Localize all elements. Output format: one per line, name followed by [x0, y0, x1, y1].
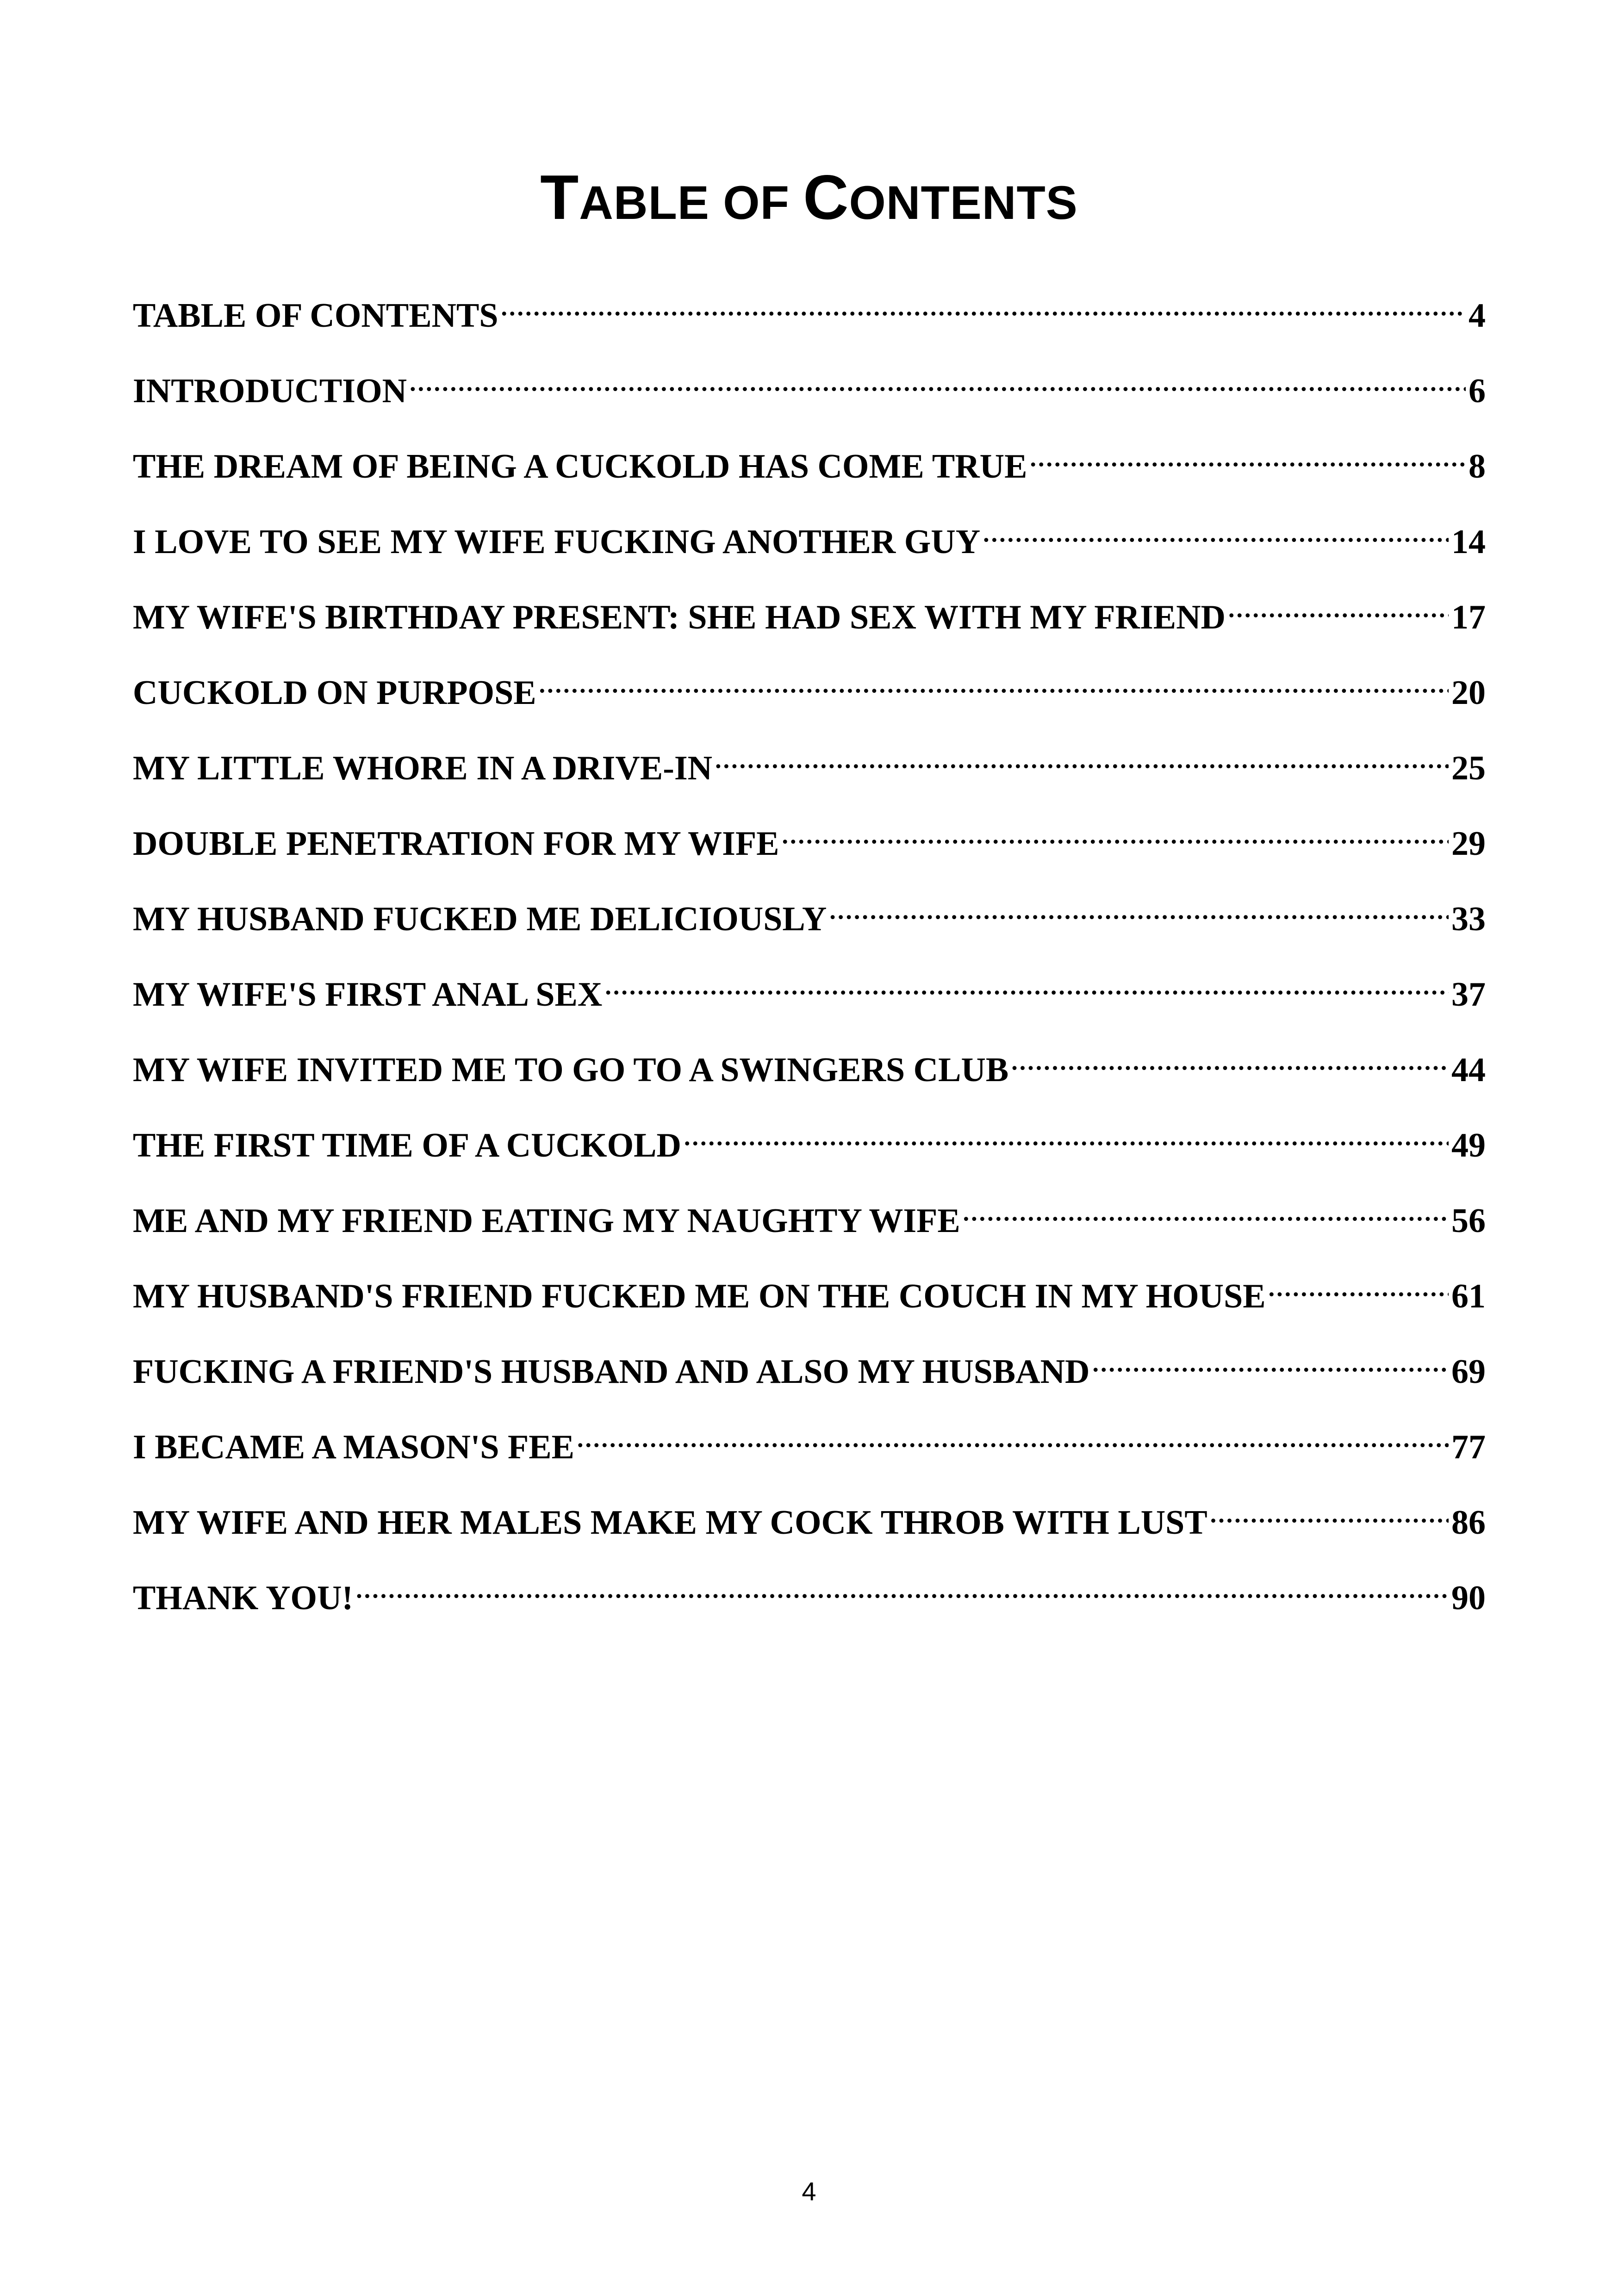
toc-entry-title: MY LITTLE WHORE IN A DRIVE-IN — [133, 749, 713, 787]
toc-entry[interactable] — [133, 884, 1486, 959]
toc-entry-title: I BECAME A MASON'S FEE — [133, 1428, 574, 1466]
toc-entry-page: 14 — [1451, 523, 1486, 561]
toc-dot-leader — [983, 507, 1449, 553]
toc-entry-page: 61 — [1451, 1277, 1486, 1315]
toc-entry[interactable] — [133, 356, 1486, 431]
toc-entry-page: 29 — [1451, 825, 1486, 863]
toc-dot-leader — [1228, 582, 1449, 628]
toc-dot-leader — [539, 658, 1449, 704]
toc-dot-leader — [684, 1110, 1449, 1157]
toc-entry-page: 77 — [1451, 1428, 1486, 1466]
toc-dot-leader — [501, 280, 1466, 327]
toc-dot-leader — [1011, 1035, 1449, 1081]
toc-dot-leader — [782, 809, 1449, 855]
toc-entry[interactable] — [133, 280, 1486, 356]
page-number: 4 — [802, 2177, 816, 2206]
toc-entry-title: THE FIRST TIME OF A CUCKOLD — [133, 1126, 681, 1164]
toc-dot-leader — [963, 1186, 1449, 1232]
toc-entry-page: 20 — [1451, 674, 1486, 712]
toc-entry-title: THE DREAM OF BEING A CUCKOLD HAS COME TRUE — [133, 448, 1027, 485]
toc-entry-title: MY WIFE INVITED ME TO GO TO A SWINGERS CLUB — [133, 1051, 1009, 1089]
toc-entry-page: 69 — [1451, 1353, 1486, 1391]
toc-entry-page: 44 — [1451, 1051, 1486, 1089]
toc-dot-leader — [1030, 431, 1466, 478]
toc-entry-title: MY WIFE'S FIRST ANAL SEX — [133, 976, 603, 1014]
toc-entry[interactable] — [133, 1261, 1486, 1337]
toc-entry[interactable] — [133, 1186, 1486, 1261]
toc-entry-title: INTRODUCTION — [133, 372, 407, 410]
toc-entry-page: 6 — [1469, 372, 1486, 410]
toc-entry-title: CUCKOLD ON PURPOSE — [133, 674, 536, 712]
toc-dot-leader — [1210, 1487, 1449, 1534]
toc-entry[interactable] — [133, 1563, 1486, 1638]
toc-entry[interactable] — [133, 1337, 1486, 1412]
toc-entry[interactable] — [133, 431, 1486, 507]
toc-entry-page: 25 — [1451, 749, 1486, 787]
toc-entry-title: MY HUSBAND'S FRIEND FUCKED ME ON THE COUCH IN MY HOUSE — [133, 1277, 1266, 1315]
toc-entry[interactable] — [133, 959, 1486, 1035]
toc-entry[interactable] — [133, 1487, 1486, 1563]
toc-entry-page: 90 — [1451, 1579, 1486, 1617]
toc-entry-page: 56 — [1451, 1202, 1486, 1240]
toc-entry[interactable] — [133, 658, 1486, 733]
toc-entry[interactable] — [133, 1035, 1486, 1110]
toc-dot-leader — [1269, 1261, 1449, 1307]
toc-entry-page: 33 — [1451, 900, 1486, 938]
toc-entry-page: 8 — [1469, 448, 1486, 485]
toc-entry-title: MY WIFE AND HER MALES MAKE MY COCK THROB WITH LUST — [133, 1504, 1207, 1542]
toc-entry[interactable] — [133, 582, 1486, 658]
toc-entry-page: 4 — [1469, 297, 1486, 335]
toc-dot-leader — [577, 1412, 1449, 1458]
toc-entry-title: MY WIFE'S BIRTHDAY PRESENT: SHE HAD SEX WITH MY FRIEND — [133, 598, 1226, 636]
toc-entry-page: 17 — [1451, 598, 1486, 636]
toc-dot-leader — [356, 1563, 1449, 1609]
toc-entry[interactable] — [133, 733, 1486, 809]
toc-entry-title: I LOVE TO SEE MY WIFE FUCKING ANOTHER GUY — [133, 523, 981, 561]
toc-entry[interactable] — [133, 1412, 1486, 1487]
toc-entry-page: 37 — [1451, 976, 1486, 1014]
toc-dot-leader — [715, 733, 1449, 779]
toc-entry-title: DOUBLE PENETRATION FOR MY WIFE — [133, 825, 779, 863]
toc-entry-title: MY HUSBAND FUCKED ME DELICIOUSLY — [133, 900, 827, 938]
toc-dot-leader — [829, 884, 1449, 930]
toc-entry[interactable] — [133, 809, 1486, 884]
title-initial-c: C — [803, 162, 849, 233]
toc-entry-title: ME AND MY FRIEND EATING MY NAUGHTY WIFE — [133, 1202, 960, 1240]
page-title — [0, 160, 1618, 240]
toc-dot-leader — [605, 959, 1449, 1006]
title-rest-2: ONTENTS — [849, 176, 1078, 230]
table-of-contents — [133, 280, 1486, 1638]
toc-entry[interactable] — [133, 1110, 1486, 1186]
title-initial-t: T — [540, 162, 579, 233]
toc-dot-leader — [410, 356, 1466, 402]
title-rest-1: ABLE OF — [579, 176, 803, 230]
toc-entry-title: TABLE OF CONTENTS — [133, 297, 498, 335]
toc-entry-page: 86 — [1451, 1504, 1486, 1542]
toc-dot-leader — [1092, 1337, 1449, 1383]
toc-entry[interactable] — [133, 507, 1486, 582]
toc-entry-title: THANK YOU! — [133, 1579, 354, 1617]
toc-entry-page: 49 — [1451, 1126, 1486, 1164]
toc-entry-title: FUCKING A FRIEND'S HUSBAND AND ALSO MY HUSBAND — [133, 1353, 1090, 1391]
